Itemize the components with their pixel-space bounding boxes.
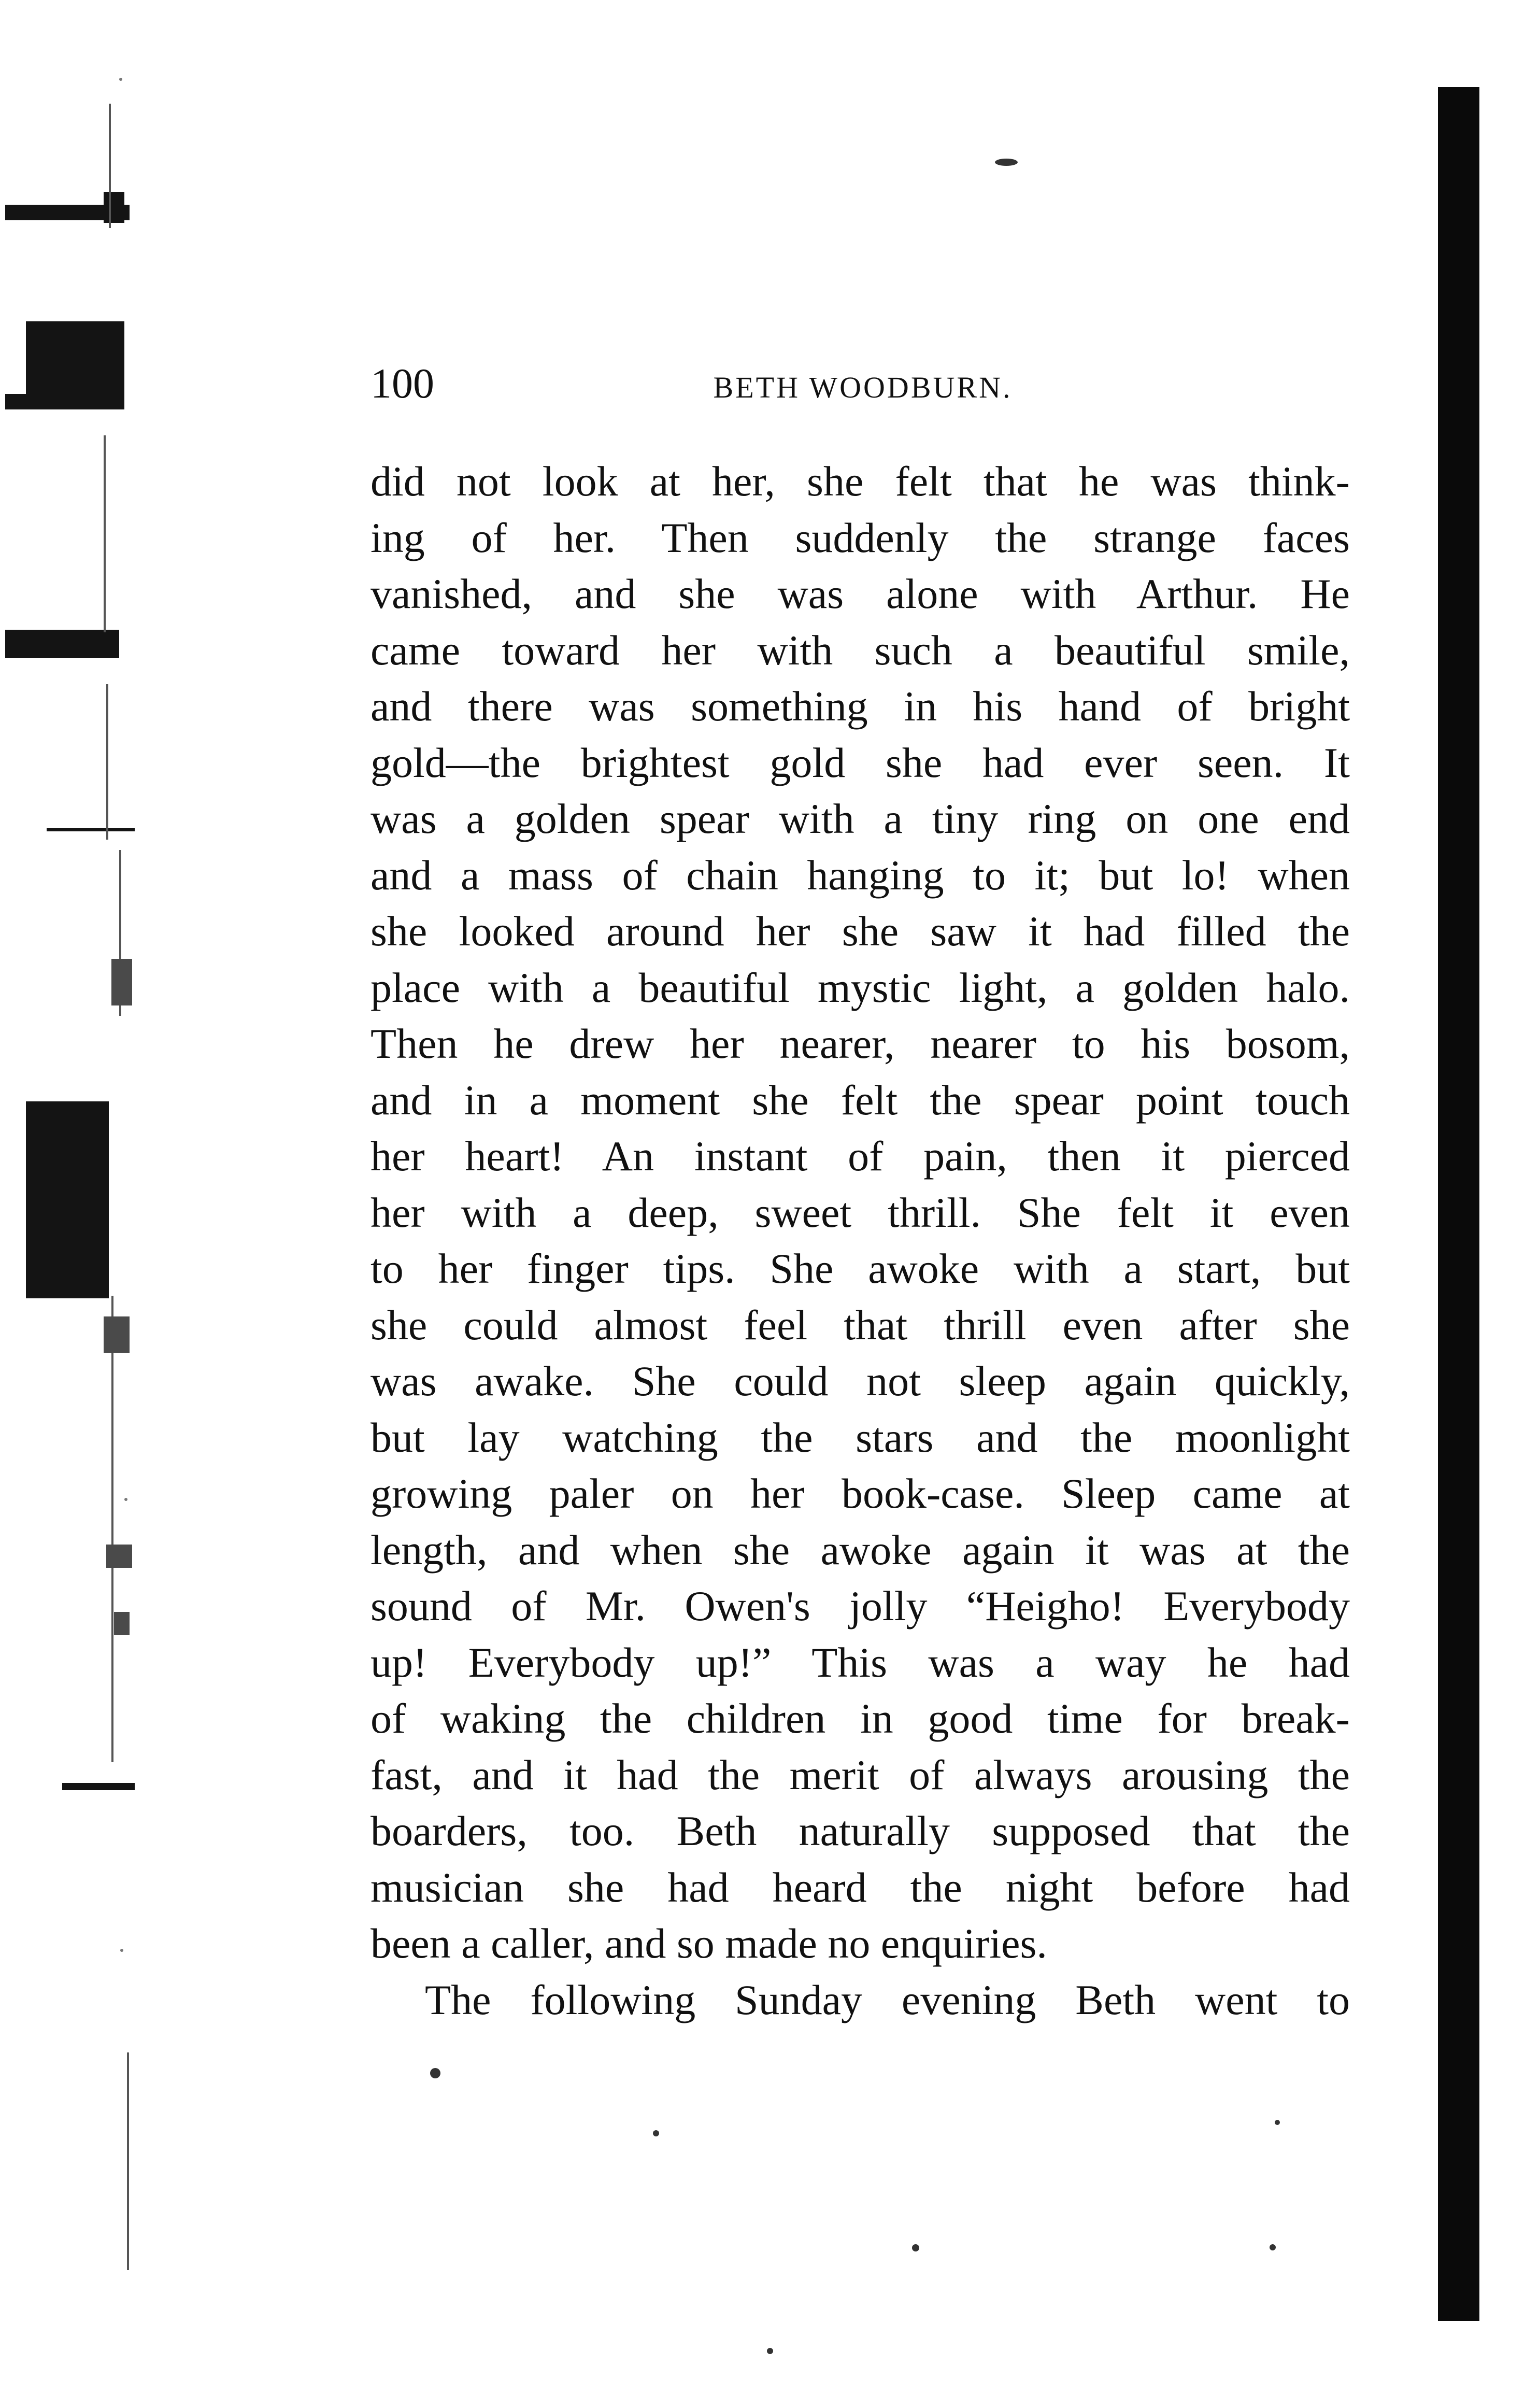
scan-speck xyxy=(1270,2244,1276,2250)
text-line: she could almost feel that thrill even after she xyxy=(370,1301,1350,1349)
text-line-paragraph-start: The following Sunday evening Beth went to xyxy=(425,1976,1350,2023)
text-line: vanished, and she was alone with Arthur. He xyxy=(370,570,1350,617)
text-line: ing of her. Then suddenly the strange faces xyxy=(370,514,1350,561)
text-line: place with a beautiful mystic light, a golden halo. xyxy=(370,964,1350,1011)
text-line: boarders, too. Beth naturally supposed that the xyxy=(370,1807,1350,1854)
scan-speck xyxy=(995,159,1018,166)
text-line-paragraph-end: been a caller, and so made no enquiries. xyxy=(370,1920,1047,1967)
text-line: musician she had heard the night before had xyxy=(370,1863,1350,1911)
text-line: did not look at her, she felt that he was think- xyxy=(370,458,1350,505)
page-header xyxy=(370,358,1355,415)
text-line: her with a deep, sweet thrill. She felt it even xyxy=(370,1188,1350,1236)
scan-speck xyxy=(653,2130,659,2136)
text-line: sound of Mr. Owen's jolly “Heigho! Everybody xyxy=(370,1582,1350,1630)
scan-speck xyxy=(1275,2120,1280,2125)
scan-speck xyxy=(912,2244,919,2251)
body-text xyxy=(370,454,1350,2028)
text-line: was a golden spear with a tiny ring on one end xyxy=(370,795,1350,842)
text-line: her heart! An instant of pain, then it pierced xyxy=(370,1132,1350,1180)
text-line: she looked around her she saw it had filled the xyxy=(370,908,1350,955)
text-line: up! Everybody up!” This was a way he had xyxy=(370,1638,1350,1686)
page-number: 100 xyxy=(370,360,434,407)
text-line: length, and when she awoke again it was at the xyxy=(370,1526,1350,1574)
scan-gutter-artifacts xyxy=(0,0,140,2408)
running-title: BETH WOODBURN. xyxy=(713,371,1013,404)
text-line: came toward her with such a beautiful smile, xyxy=(370,626,1350,674)
text-line: was awake. She could not sleep again quickly, xyxy=(370,1357,1350,1405)
text-line: and a mass of chain hanging to it; but lo! when xyxy=(370,851,1350,899)
text-line: and there was something in his hand of bright xyxy=(370,683,1350,730)
text-line: growing paler on her book-case. Sleep came at xyxy=(370,1470,1350,1517)
text-line: but lay watching the stars and the moonlight xyxy=(370,1413,1350,1461)
page-binding-shadow xyxy=(1438,87,1479,2321)
text-line: gold—the brightest gold she had ever seen. It xyxy=(370,739,1350,786)
scan-speck xyxy=(430,2068,440,2078)
text-line: Then he drew her nearer, nearer to his bosom, xyxy=(370,1020,1350,1067)
text-line: to her finger tips. She awoke with a start, but xyxy=(370,1245,1350,1292)
text-line: and in a moment she felt the spear point touch xyxy=(370,1076,1350,1124)
scan-speck xyxy=(767,2348,773,2354)
text-line: fast, and it had the merit of always arousing the xyxy=(370,1751,1350,1798)
text-line: of waking the children in good time for break- xyxy=(370,1695,1350,1742)
